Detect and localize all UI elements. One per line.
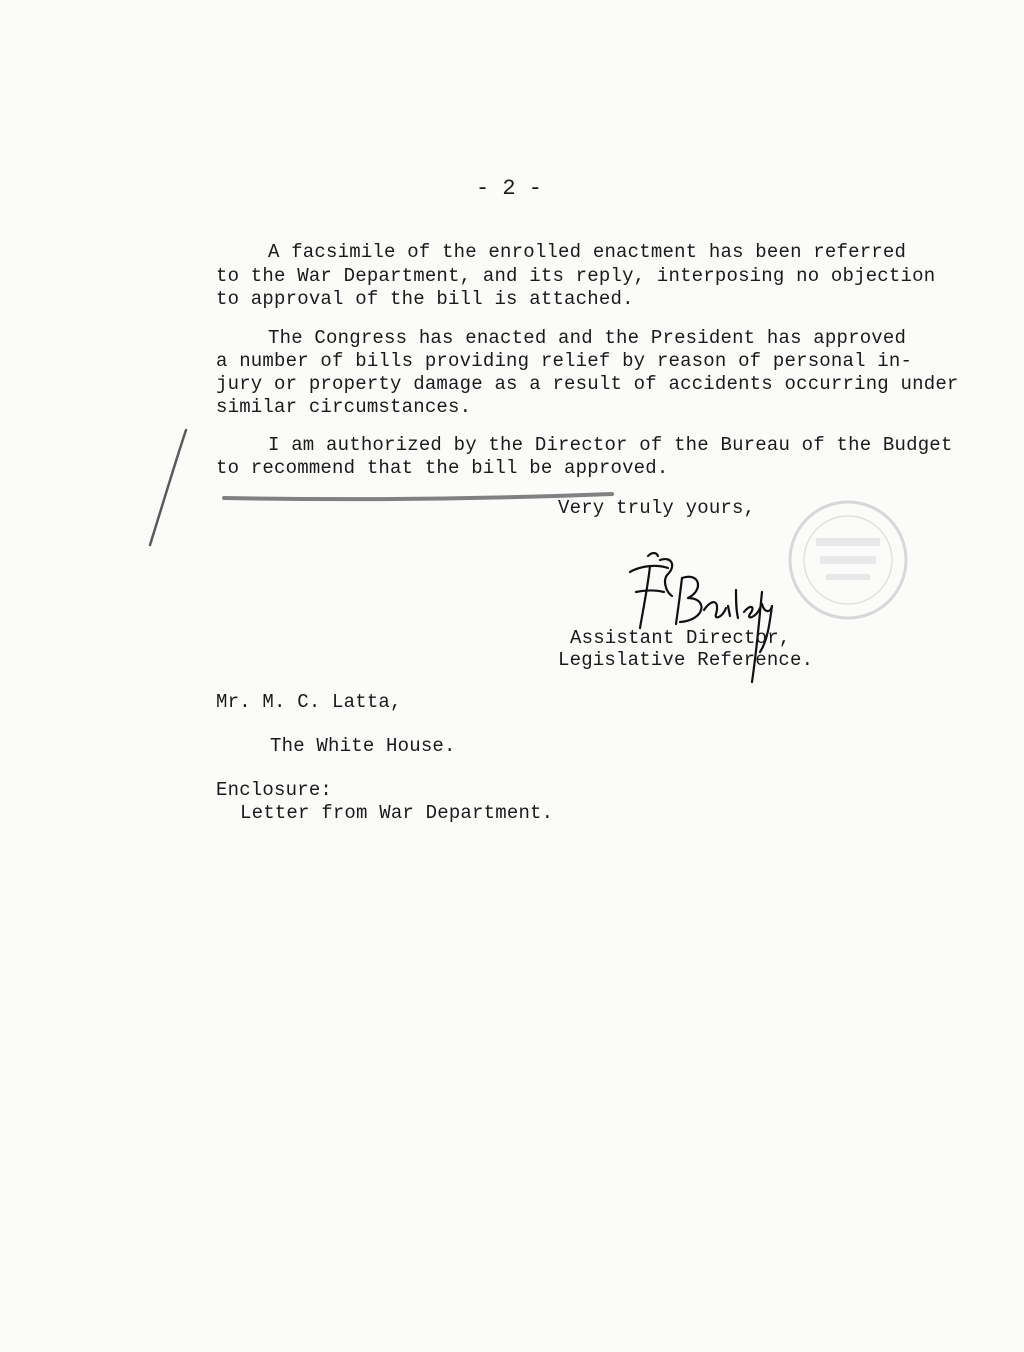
paragraph-3-line-1: I am authorized by the Director of the Bureau of the Budget [268, 434, 953, 456]
paragraph-2-line-1: The Congress has enacted and the President has approved [268, 327, 907, 349]
paragraph-2-line-4: similar circumstances. [216, 396, 472, 418]
enclosure-item: Letter from War Department. [240, 802, 554, 824]
addressee-place: The White House. [270, 735, 456, 757]
paragraph-1-line-1: A facsimile of the enrolled enactment has been referred [268, 241, 907, 263]
signer-title-line-1: Assistant Director, [570, 627, 791, 649]
paragraph-2-line-2: a number of bills providing relief by reason of personal in- [216, 350, 913, 372]
paragraph-1-line-3: to approval of the bill is attached. [216, 288, 634, 310]
paragraph-1-line-2: to the War Department, and its reply, interposing no objection [216, 265, 936, 287]
addressee-name: Mr. M. C. Latta, [216, 691, 402, 713]
enclosure-label: Enclosure: [216, 779, 333, 801]
closing: Very truly yours, [558, 497, 756, 519]
paragraph-3-line-2: to recommend that the bill be approved. [216, 457, 669, 479]
paragraph-2-line-3: jury or property damage as a result of accidents occurring under [216, 373, 959, 395]
signer-title-line-2: Legislative Reference. [558, 649, 814, 671]
page-number: - 2 - [476, 176, 543, 201]
